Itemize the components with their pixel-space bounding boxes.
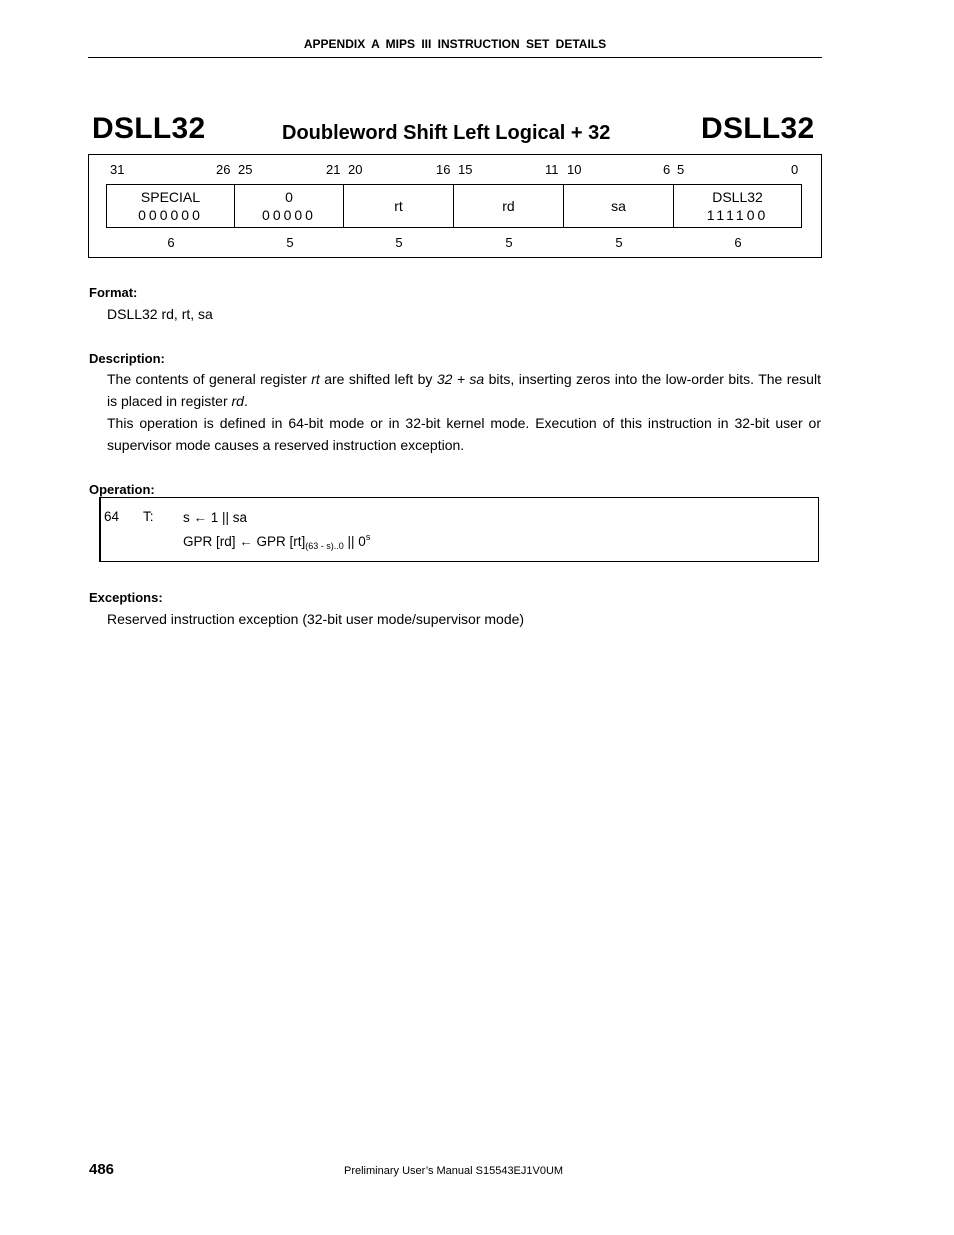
field-label: rd	[502, 198, 515, 214]
field-width: 6	[734, 235, 742, 250]
field-bits: 111100	[706, 207, 769, 223]
field-zero	[234, 184, 344, 228]
mnemonic-right: DSLL32	[701, 112, 815, 145]
bit-number: 21	[326, 162, 341, 177]
description-heading: Description:	[89, 351, 165, 366]
bit-number: 5	[677, 162, 685, 177]
field-special	[106, 184, 235, 228]
instruction-title: Doubleword Shift Left Logical + 32	[282, 122, 611, 144]
bit-number: 16	[436, 162, 451, 177]
page-number: 486	[89, 1161, 115, 1178]
exceptions-heading: Exceptions:	[89, 590, 163, 605]
operation-mode: 64	[104, 509, 120, 524]
field-width: 5	[395, 235, 403, 250]
field-bits: 000000	[138, 207, 203, 223]
operation-line-1: s ← 1 || sa	[183, 510, 248, 525]
field-bits: 00000	[262, 207, 316, 223]
bit-number: 20	[348, 162, 363, 177]
mnemonic-left: DSLL32	[92, 112, 206, 145]
shift-expression: 32 + sa	[436, 371, 485, 387]
field-rt	[343, 184, 454, 228]
bit-number: 15	[458, 162, 473, 177]
bit-number: 10	[567, 162, 582, 177]
field-rd	[453, 184, 564, 228]
format-syntax: DSLL32 rd, rt, sa	[107, 306, 213, 322]
field-width: 5	[286, 235, 294, 250]
register-rd: rd	[231, 393, 244, 409]
description-paragraph-2: This operation is defined in 64-bit mode or in 32-bit kernel mode. Execution of this instruction in 32-bit user or supervisor mode causes a reserved instruction exception.	[107, 415, 821, 453]
field-label: rt	[394, 198, 403, 214]
bit-number: 11	[545, 162, 559, 177]
bit-number: 26	[216, 162, 231, 177]
description-paragraph-1: The contents of general register rt are shifted left by 32 + sa bits, inserting zeros into the low-order bits. The result is placed in register rd.	[107, 371, 821, 409]
field-label: 0	[285, 189, 293, 205]
bit-number: 6	[663, 162, 671, 177]
field-width: 5	[615, 235, 623, 250]
exceptions-text: Reserved instruction exception (32-bit user mode/supervisor mode)	[107, 611, 525, 627]
operation-line-2: GPR [rd] ← GPR $[rt]_{(63 - s)..0}$ || 0$^s$	[183, 532, 371, 551]
format-heading: Format:	[89, 285, 138, 300]
bit-number: 31	[110, 162, 125, 177]
operation-box	[99, 497, 819, 562]
operation-heading: Operation:	[89, 482, 155, 497]
field-sa	[563, 184, 674, 228]
field-label: SPECIAL	[140, 189, 201, 205]
operation-time: T:	[143, 509, 154, 524]
field-label: DSLL32	[712, 189, 763, 205]
manual-reference: Preliminary User’s Manual S15543EJ1V0UM	[344, 1165, 564, 1177]
header-rule	[88, 57, 822, 58]
field-label: sa	[611, 198, 626, 214]
bit-number: 0	[791, 162, 799, 177]
field-width: 5	[505, 235, 513, 250]
running-header: APPENDIX A MIPS III INSTRUCTION SET DETAILS	[303, 37, 607, 51]
bit-number: 25	[238, 162, 253, 177]
register-rt: rt	[311, 371, 320, 387]
field-function	[673, 184, 802, 228]
field-width: 6	[167, 235, 175, 250]
